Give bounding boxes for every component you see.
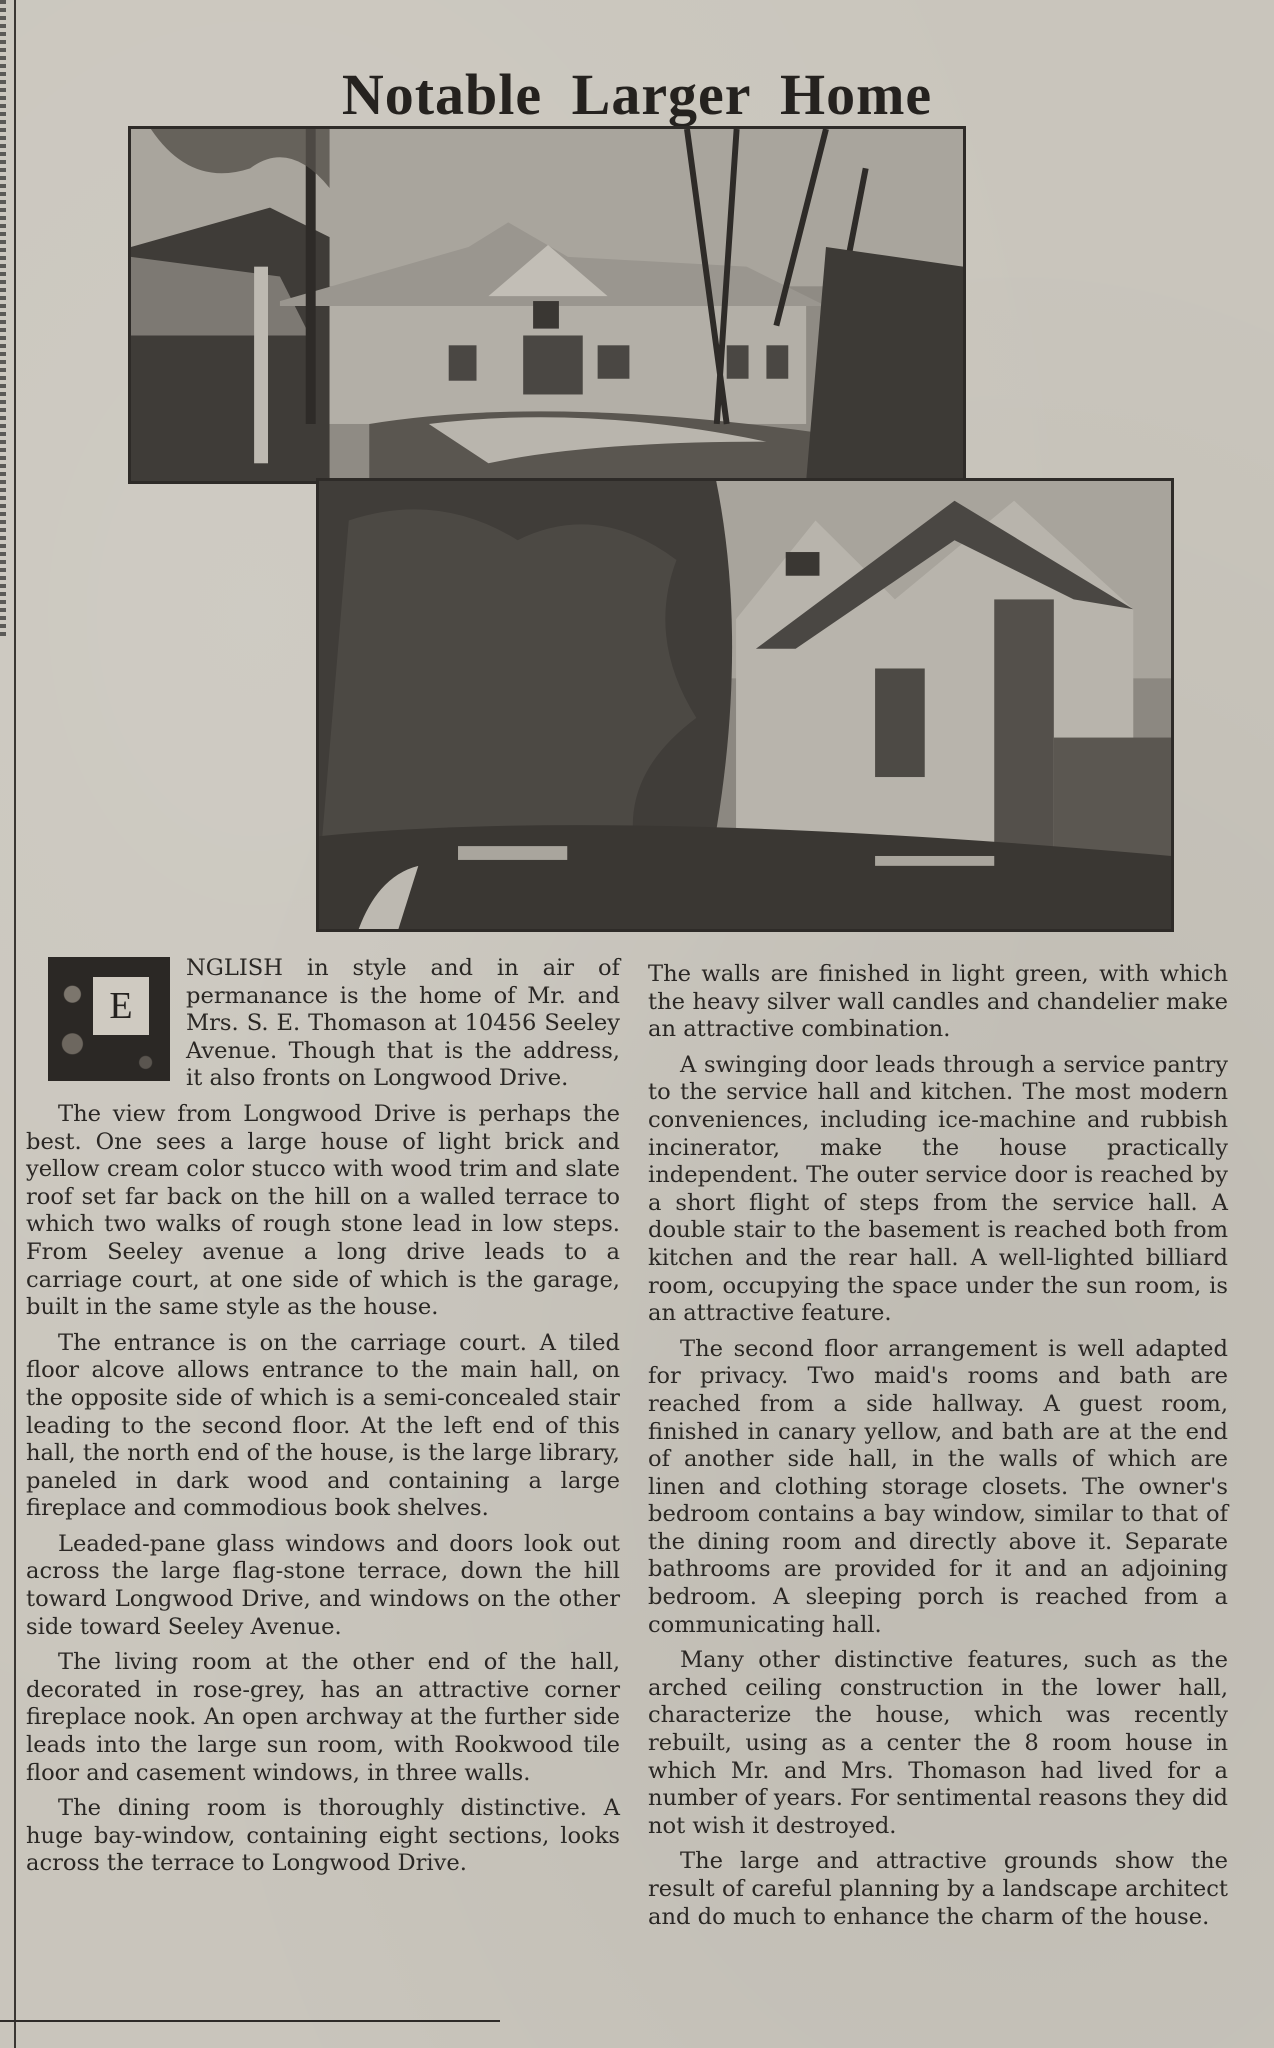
- house-front-image: [131, 129, 963, 481]
- dropcap-letter: E: [93, 977, 149, 1035]
- house-side-image: [319, 481, 1171, 929]
- article-paragraph: The view from Longwood Drive is perhaps the best. One sees a large house of light brick and yellow cream color stucco with wood trim and slate roof set far back on the hill on a walled terrace to which two walks of rough stone lead in low steps. From Seeley avenue a long drive leads to a carriage court, at one side of which is the garage, built in the same style as the house.: [26, 1100, 620, 1321]
- article-paragraph: The living room at the other end of the hall, decorated in rose-grey, has an attractive corner fireplace nook. An open archway at the further side leads into the large sun room, with Rookwood tile floor and casement windows, in three walls.: [26, 1649, 620, 1786]
- article-paragraph: [26, 955, 620, 1093]
- article-paragraph: The dining room is thoroughly distinctive. A huge bay-window, containing eight sections, looks across the terrace to Longwood Drive.: [26, 1795, 620, 1877]
- article-column-left: [26, 955, 620, 1886]
- article-paragraph: Leaded-pane glass windows and doors look out across the large flag-stone terrace, down the hill toward Longwood Drive, and windows on the other side toward Seeley Avenue.: [26, 1530, 620, 1640]
- house-front-photo: [128, 126, 966, 484]
- ornamental-dropcap-icon: [48, 957, 170, 1081]
- article-column-right: [648, 961, 1228, 1939]
- article-paragraph: The large and attractive grounds show the result of careful planning by a landscape architect and do much to enhance the charm of the house.: [648, 1848, 1228, 1930]
- article-paragraph: The entrance is on the carriage court. A tiled floor alcove allows entrance to the main hall, on the opposite side of which is a semi-concealed stair leading to the second floor. At the left end of this hall, the north end of the house, is the large library, paneled in dark wood and containing a large fireplace and commodious book shelves.: [26, 1329, 620, 1522]
- article-paragraph: Many other distinctive features, such as the arched ceiling construction in the lower hall, characterize the house, which was recently rebuilt, using as a center the 8 room house in which Mr. and Mrs. Thomason had lived for a number of years. For sentimental reasons they did not wish it destroyed.: [648, 1647, 1228, 1839]
- article-title: Notable Larger Home: [341, 61, 933, 127]
- article-paragraph: A swinging door leads through a service pantry to the service hall and kitchen. The most modern conveniences, including ice-machine and rubbish incinerator, make the house practically independent. The outer service door is reached by a short flight of steps from the service hall. A double stair to the basement is reached both from kitchen and the rear hall. A well-lighted billiard room, occupying the space under the sun room, is an attractive feature.: [648, 1051, 1228, 1327]
- column-rule: [14, 0, 16, 2048]
- house-side-photo: [316, 478, 1174, 932]
- paragraph-text: NGLISH in style and in air of permanance is the home of Mr. and Mrs. S. E. Thomason at 10456 Seeley Avenue. Though that is the address, it also fronts on Longwood Drive.: [186, 955, 620, 1092]
- bottom-rule: [0, 2020, 500, 2022]
- article-paragraph: The second floor arrangement is well adapted for privacy. Two maid's rooms and bath are reached from a side hallway. A guest room, finished in canary yellow, and bath are at the end of another side hall, in the walls of which are linen and clothing storage closets. The owner's bedroom contains a bay window, similar to that of the dining room and directly above it. Separate bathrooms are provided for it and an adjoining bedroom. A sleeping porch is reached from a communicating hall.: [648, 1335, 1228, 1638]
- article-paragraph: The walls are finished in light green, with which the heavy silver wall candles and chandelier make an attractive combination.: [648, 961, 1228, 1043]
